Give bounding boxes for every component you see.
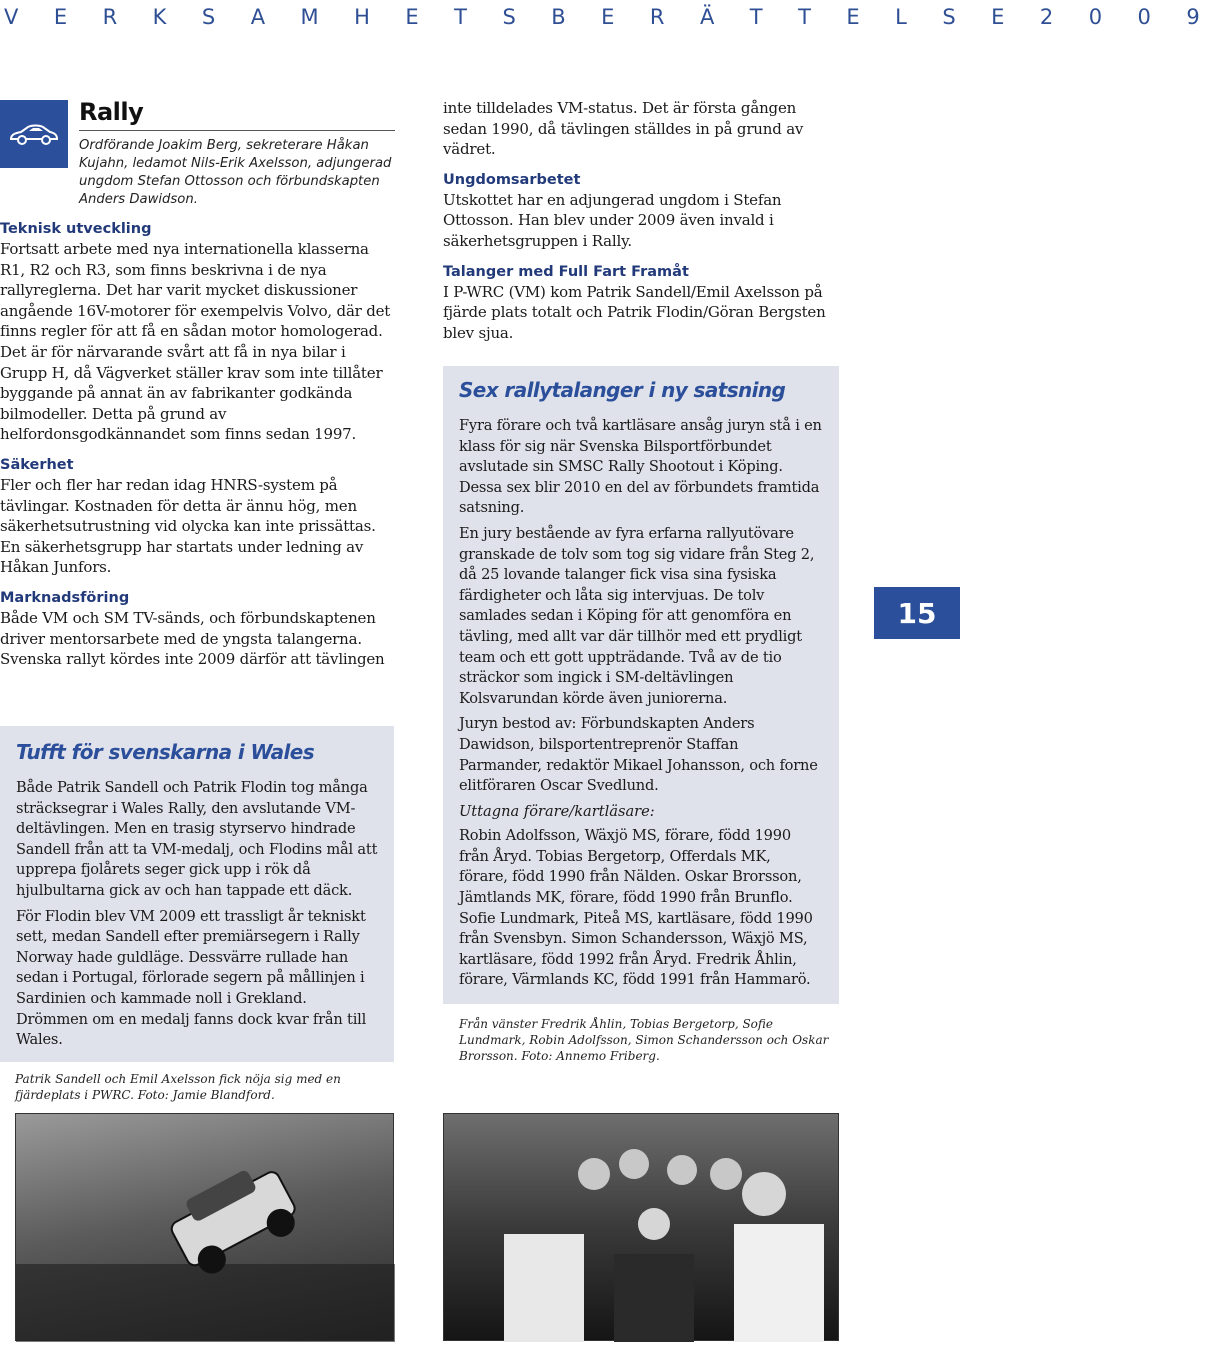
photo-caption-left: Patrik Sandell och Emil Axelsson fick nöja sig med en fjärdeplats i PWRC. Foto: Jamie Blandford.: [15, 1072, 341, 1102]
box-wales-paragraph: Både Patrik Sandell och Patrik Flodin tog många sträcksegrar i Wales Rally, den avslutande VM-deltävlingen. Men en trasig styrservo hindrade Sandell från att ta VM-medalj, och Flodins mål att upprepa fjolårets seger gick upp i rök då hjulbultarna gick av och han tappade ett däck.: [16, 779, 378, 899]
box-talanger-paragraph: Juryn bestod av: Förbundskapten Anders Dawidson, bilsportentreprenör Staffan Parmander, redaktör Mikael Johansson, och forne elitföraren Oscar Svedlund.: [459, 715, 818, 795]
section-lead: Ordförande Joakim Berg, sekreterare Håkan Kujahn, ledamot Nils-Erik Axelsson, adjungerad ungdom Stefan Ottosson och förbundskapten Anders Dawidson.: [79, 138, 392, 207]
sidebar-box-wales: [0, 726, 394, 1062]
box-talanger-paragraph: En jury bestående av fyra erfarna rallyutövare granskade de tolv som tog sig vidare från Steg 2, då 25 lovande talanger fick visa sina fysiska färdigheter och låta sig intervjuas. De tolv samlades sedan i Köping för att genomföra en tävling, med allt var där tillhör med ett prydligt team och ett gott uppträdande. Två av de tio sträckor som ingick i SM-deltävlingen Kolsvarundan körde även juniorerna.: [459, 524, 815, 707]
rally-logo: [0, 100, 68, 168]
heading-ungdom: Ungdomsarbetet: [443, 171, 581, 188]
heading-sakerhet: Säkerhet: [0, 456, 74, 473]
car-icon: [8, 121, 60, 147]
section-title: Rally: [79, 96, 395, 131]
box-talanger-title: Sex rallytalanger i ny satsning: [459, 378, 786, 402]
heading-marknad: Marknadsföring: [0, 589, 130, 606]
text-continuation: inte tilldelades VM-status. Det är första gången sedan 1990, då tävlingen ställdes in på grund av vädret.: [443, 99, 804, 159]
rally-car-photo: [15, 1113, 394, 1341]
section-header: [79, 96, 395, 209]
text-sakerhet: Fler och fler har redan idag HNRS-system på tävlingar. Kostnaden för detta är ännu hög, men säkerhetsutrustning vid olycka kan inte prissättas. En säkerhetsgrupp har startats under ledning av Håkan Junfors.: [0, 475, 376, 577]
team-photo: [443, 1113, 839, 1341]
box-wales-title: Tufft för svenskarna i Wales: [16, 740, 315, 764]
right-column: [443, 98, 841, 343]
page-header: [0, 0, 1214, 34]
header-title: V E R K S A M H E T S B E R Ä T T E L S E 2 0 0 9: [4, 5, 1214, 29]
page-number: 15: [874, 587, 960, 639]
box-talanger-paragraph: Robin Adolfsson, Wäxjö MS, förare, född 1990 från Åryd. Tobias Bergetorp, Offerdals MK, förare, född 1990 från Nälden. Oskar Brorsson, Jämtlands MK, förare, född 1990 från Brunflo. Sofie Lundmark, Piteå MS, kartläsare, född 1990 från Svensbyn. Simon Schandersson, Wäxjö MS, kartläsare, född 1992 från Åryd. Fredrik Åhlin, förare, Värmlands KC, född 1991 från Hammarö.: [459, 827, 813, 989]
text-marknad: Både VM och SM TV-sänds, och förbundskaptenen driver mentorsarbete med de yngsta talangerna. Svenska rallyt kördes inte 2009 därför att tävlingen: [0, 608, 385, 669]
text-ungdom: Utskottet har en adjungerad ungdom i Stefan Ottosson. Han blev under 2009 även invald i säkerhetsgruppen i Rally.: [443, 190, 782, 250]
photo-caption-right: Från vänster Fredrik Åhlin, Tobias Bergetorp, Sofie Lundmark, Robin Adolfsson, Simon Schandersson och Oskar Brorsson. Foto: Annemo Friberg.: [459, 1017, 829, 1063]
heading-teknisk: Teknisk utveckling: [0, 221, 152, 237]
text-teknisk: Fortsatt arbete med nya internationella klasserna R1, R2 och R3, som finns beskrivna i de nya rallyreglerna. Det har varit mycket diskussioner angående 16V-motorer för exempelvis Volvo, där det finns regler för att få en sådan motor homologerad. Det är för närvarande svårt att få in nya bilar i Grupp H, då Vägverket ställer krav som inte tillåter byggande på annat än av fabrikanter godkända bilmodeller. Detta på grund av helfordonsgodkännandet som finns sedan 1997.: [0, 240, 391, 444]
text-talanger: I P-WRC (VM) kom Patrik Sandell/Emil Axelsson på fjärde plats totalt och Patrik Flodin/Göran Bergsten blev sjua.: [443, 282, 826, 342]
box-talanger-paragraph: Fyra förare och två kartläsare ansåg juryn stå i en klass för sig när Svenska Bilsportförbundet avslutade sin SMSC Rally Shootout i Köping. Dessa sex blir 2010 en del av förbundets framtida satsning.: [459, 417, 822, 517]
left-column: [0, 219, 396, 670]
sidebar-box-talanger: [443, 366, 839, 1004]
box-wales-paragraph: För Flodin blev VM 2009 ett trassligt år tekniskt sett, medan Sandell efter premiärsegern i Rally Norway hade guldläge. Dessvärre rullade han sedan i Portugal, förlorade segern på mållinjen i Sardinien och kammade noll i Grekland. Drömmen om en medalj fanns dock kvar från till Wales.: [16, 907, 367, 1049]
heading-talanger: Talanger med Full Fart Framåt: [443, 263, 689, 280]
box-talanger-subheading: Uttagna förare/kartläsare:: [459, 802, 655, 820]
